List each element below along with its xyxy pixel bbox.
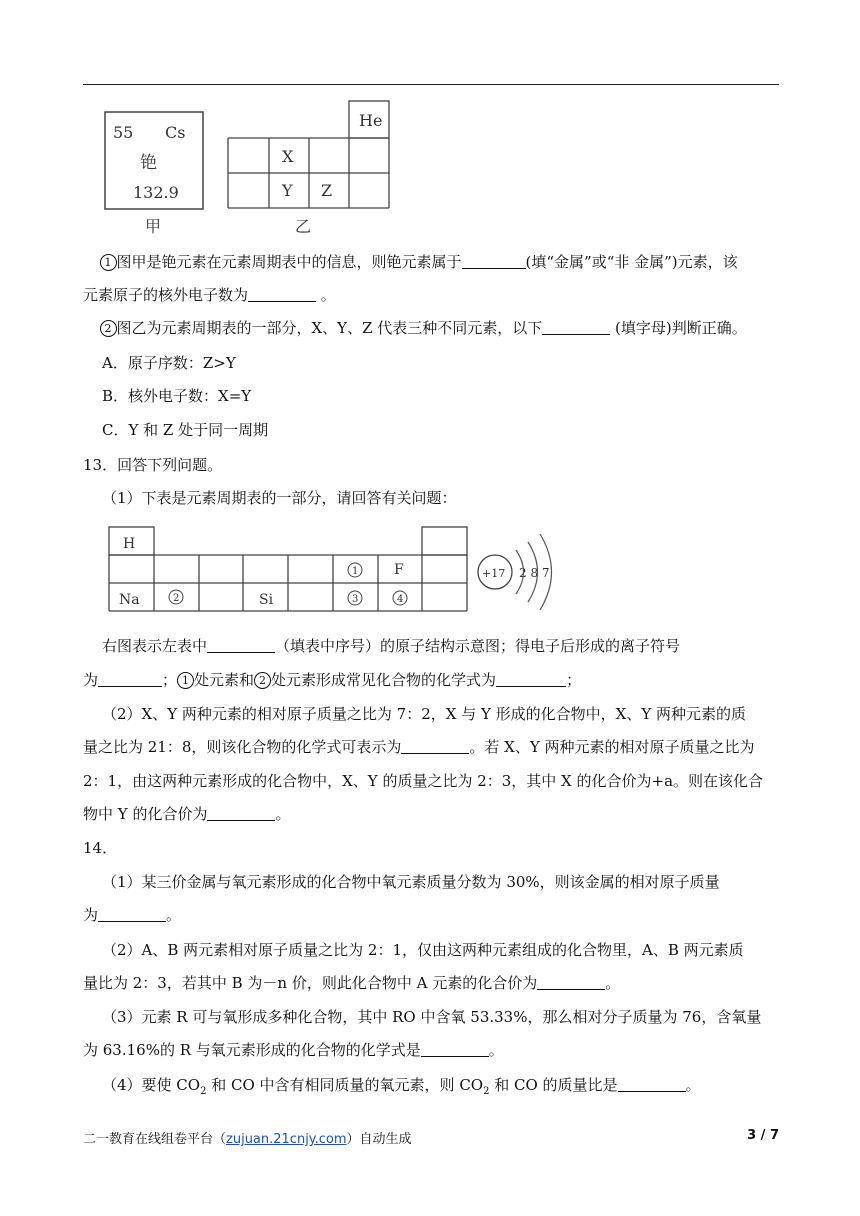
svg-text:4: 4	[397, 594, 404, 605]
q14-s2-line2: 量比为 2：3，若其中 B 为－n 价，则此化合物中 A 元素的化合价为 。	[83, 974, 621, 992]
caption-yi: 乙	[295, 217, 312, 236]
q13-line2: 为 ； 1 处元素和 2 处元素形成常见化合物的化学式为 ；	[83, 671, 582, 689]
chlorine-atom-structure	[478, 534, 552, 610]
answer-blank[interactable]	[207, 804, 275, 821]
svg-text:2: 2	[173, 593, 180, 604]
table-h: H	[123, 536, 136, 552]
answer-blank[interactable]	[421, 1040, 489, 1057]
q14-s1-line1: （1）某三价金属与氧元素形成的化合物中氧元素质量分数为 30%，则该金属的相对原子质量	[102, 873, 720, 891]
q13-periodic-table-and-atom-diagram	[95, 520, 565, 620]
table-f: F	[394, 562, 404, 578]
circled-number-2: 2	[254, 672, 271, 689]
answer-blank[interactable]	[98, 905, 166, 922]
circled-number-1: 1	[100, 254, 117, 271]
q13-sub2-line1: （2）X、Y 两种元素的相对原子质量之比为 7：2，X 与 Y 形成的化合物中，X、Y 两种元素的质	[102, 705, 746, 723]
cs-mass: 132.9	[133, 183, 179, 202]
circled-number-1: 1	[177, 672, 194, 689]
table-si: Si	[259, 592, 274, 608]
answer-blank[interactable]	[542, 318, 610, 335]
nucleus-charge: +17	[482, 567, 506, 580]
answer-blank[interactable]	[618, 1075, 686, 1092]
table-na: Na	[119, 592, 140, 608]
q13-title: 13．回答下列问题。	[83, 456, 223, 474]
q13-line1: 右图表示左表中 （填表中序号）的原子结构示意图；得电子后形成的离子符号	[102, 637, 681, 655]
q14-title: 14．	[83, 839, 118, 857]
cs-symbol: Cs	[165, 123, 186, 142]
cs-atomic-number: 55	[113, 123, 134, 142]
footer-link[interactable]: zujuan.21cnjy.com	[226, 1132, 347, 1147]
option-c: C．Y 和 Z 处于同一周期	[102, 421, 269, 439]
q14-s3-line2: 为 63.16%的 R 与氧元素形成的化合物的化学式是 。	[83, 1041, 504, 1059]
grid-x: X	[282, 147, 294, 166]
answer-blank[interactable]	[248, 285, 316, 302]
q13-sub2-line2: 量之比为 21：8，则该化合物的化学式可表示为 。若 X、Y 两种元素的相对原子质量之比为	[83, 738, 755, 756]
q14-s1-line2: 为 。	[83, 906, 182, 924]
option-b: B．核外电子数：X=Y	[102, 387, 252, 405]
q14-s4-line: （4）要使 $CO_2$ 和 CO 中含有相同质量的氧元素，则 $CO_2$ 和 CO 的质量比是 。	[102, 1076, 701, 1097]
q14-s2-line1: （2）A、B 两元素相对原子质量之比为 2：1，仅由这两种元素组成的化合物里，A、B 两元素质	[102, 941, 744, 959]
answer-blank[interactable]	[462, 252, 526, 269]
circled-number-2: 2	[100, 320, 117, 337]
q13-sub2-line3: 2：1，由这两种元素形成的化合物中，X、Y 的质量之比为 2：3，其中 X 的化合价为+a。则在该化合	[83, 772, 764, 790]
q12-part2-line: 2 图乙为元素周期表的一部分，X、Y、Z 代表三种不同元素，以下 (填字母)判断正确。	[83, 318, 779, 339]
q12-part1-line1: 1 图甲是铯元素在元素周期表中的信息，则铯元素属于 (填“金属”或“非 金属”)元素，该	[83, 252, 779, 273]
page-number: 3 / 7	[747, 1128, 779, 1143]
answer-blank[interactable]	[401, 737, 469, 754]
svg-text:3: 3	[352, 594, 359, 605]
page-footer: 二一教育在线组卷平台（zujuan.21cnjy.com）自动生成 3 / 7	[83, 1128, 779, 1147]
grid-he: He	[359, 111, 383, 130]
option-a: A．原子序数：Z>Y	[102, 354, 236, 372]
q13-sub1: （1）下表是元素周期表的一部分，请回答有关问题：	[102, 489, 457, 507]
answer-blank[interactable]	[496, 670, 566, 687]
grid-z: Z	[321, 181, 333, 200]
svg-text:1: 1	[352, 566, 359, 577]
q12-part1-line2: 元素原子的核外电子数为 。	[83, 286, 336, 304]
header-rule	[83, 84, 779, 85]
cs-name: 铯	[140, 153, 157, 173]
answer-blank[interactable]	[537, 973, 605, 990]
caption-jia: 甲	[145, 217, 162, 236]
figure-cs-and-table-fragment	[95, 98, 395, 238]
answer-blank[interactable]	[98, 670, 162, 687]
q14-s3-line1: （3）元素 R 可与氧形成多种化合物，其中 RO 中含氧 53.33%，那么相对分子质量为 76，含氧量	[102, 1008, 762, 1026]
answer-blank[interactable]	[207, 636, 275, 653]
q13-table-grid	[109, 527, 467, 611]
shell-electrons: 2 8 7	[519, 566, 550, 580]
grid-y: Y	[282, 181, 293, 200]
q13-sub2-line4: 物中 Y 的化合价为 。	[83, 805, 291, 823]
